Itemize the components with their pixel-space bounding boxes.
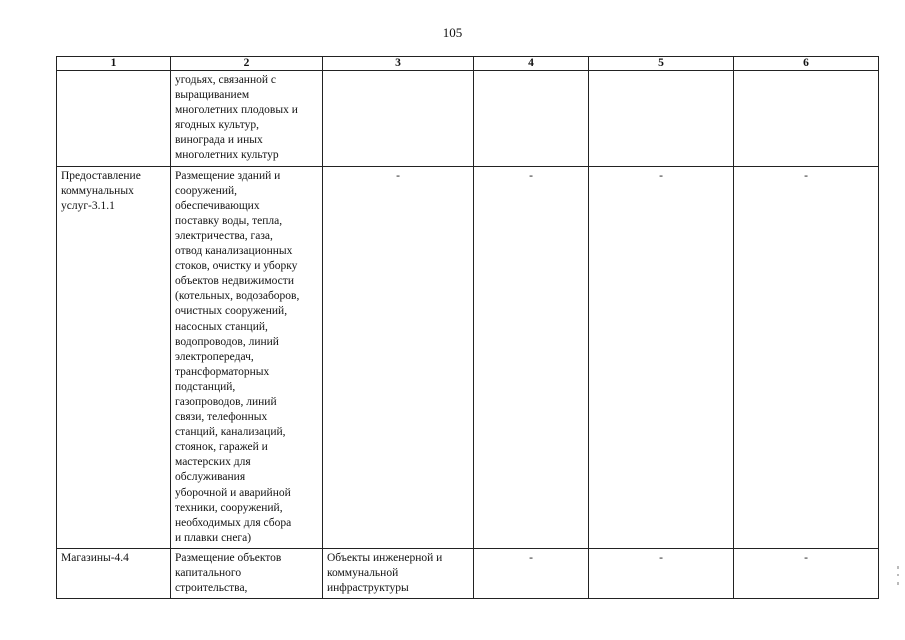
table-row bbox=[57, 548, 879, 598]
cell-col4: - bbox=[474, 166, 589, 548]
cell-col5: - bbox=[589, 548, 734, 598]
cell-col6: - bbox=[734, 166, 879, 548]
page-number: 105 bbox=[442, 25, 463, 40]
column-header-1: 1 bbox=[57, 57, 171, 71]
zoning-table bbox=[56, 56, 879, 599]
scan-edge-mark bbox=[897, 566, 899, 569]
table-row bbox=[57, 71, 879, 167]
scan-edge-mark bbox=[897, 582, 899, 585]
cell-use-name: Предоставление коммунальных услуг-3.1.1 bbox=[57, 166, 171, 548]
cell-use-name bbox=[57, 71, 171, 167]
cell-col4 bbox=[474, 71, 589, 167]
cell-description: угодьях, связанной с выращиванием многолетних плодовых и ягодных культур, винограда и иных многолетних культур bbox=[171, 71, 323, 167]
cell-description: Размещение объектов капитального строительства, bbox=[171, 548, 323, 598]
cell-col6: - bbox=[734, 548, 879, 598]
column-header-6: 6 bbox=[734, 57, 879, 71]
column-header-4: 4 bbox=[474, 57, 589, 71]
cell-col3 bbox=[323, 71, 474, 167]
table-row bbox=[57, 166, 879, 548]
cell-col4: - bbox=[474, 548, 589, 598]
column-header-2: 2 bbox=[171, 57, 323, 71]
cell-col3: - bbox=[323, 166, 474, 548]
cell-col6 bbox=[734, 71, 879, 167]
cell-use-name: Магазины-4.4 bbox=[57, 548, 171, 598]
scan-edge-mark bbox=[897, 574, 899, 576]
column-header-3: 3 bbox=[323, 57, 474, 71]
table-header-row bbox=[57, 57, 879, 71]
column-header-5: 5 bbox=[589, 57, 734, 71]
cell-col3: Объекты инженерной и коммунальной инфраструктуры bbox=[323, 548, 474, 598]
cell-col5 bbox=[589, 71, 734, 167]
cell-description: Размещение зданий и сооружений, обеспечивающих поставку воды, тепла, электричества, газа, отвод канализационных стоков, очистку и уборку объектов недвижимости (котельных, водозаборов, очистных сооружений, насосных станций, водопроводов, линий электропередач, трансформаторных подстанций, газопроводов, линий связи, телефонных станций, канализаций, стоянок, гаражей и мастерских для обслуживания уборочной и аварийной техники, сооружений, необходимых для сбора и плавки снега) bbox=[171, 166, 323, 548]
cell-col5: - bbox=[589, 166, 734, 548]
